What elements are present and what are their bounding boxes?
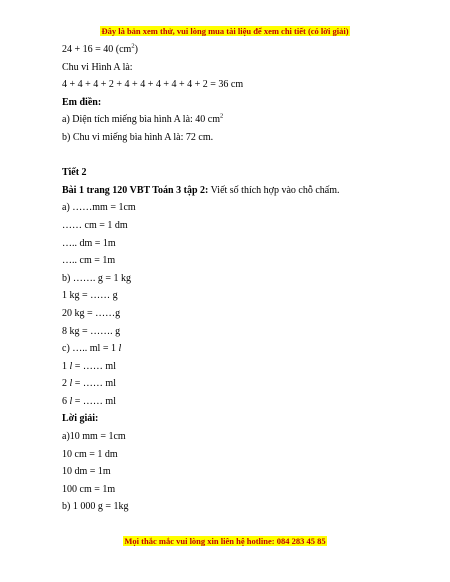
solution-line: 100 cm = 1m [62,483,116,495]
exercise-line: a) ……mm = 1cm [62,202,136,214]
exercise-line: ….. cm = 1m [62,255,116,267]
exercise-line: …… cm = 1 dm [62,219,128,231]
preview-notice-banner [0,26,450,37]
solution-line: 10 cm = 1 dm [62,448,118,460]
perimeter-calc: 4 + 4 + 4 + 2 + 4 + 4 + 4 + 4 + 4 + 2 = 36 cm [62,79,244,91]
hotline-banner [0,536,450,547]
hotline-text: Mọi thắc mắc vui lòng xin liên hệ hotline: 084 283 45 85 [124,536,326,546]
exercise-line: 2 l = …… ml [62,378,116,390]
perimeter-title: Chu vi Hình A là: [62,61,133,73]
solution-heading: Lời giải: [62,413,99,425]
exercise-line: 20 kg = ……g [62,307,121,319]
exercise-line: 8 kg = ……. g [62,325,121,337]
exercise-heading: Bài 1 trang 120 VBT Toán 3 tập 2: Viết số thích hợp vào chỗ chấm. [62,184,340,196]
area-calc-line: 24 + 16 = 40 $(cm^2)$ [62,42,138,55]
exercise-line: ….. dm = 1m [62,237,116,249]
exercise-line: 1 l = …… ml [62,360,116,372]
solution-line: a)10 mm = 1cm [62,431,126,443]
exercise-line: b) ……. g = 1 kg [62,272,131,284]
fill-heading: Em điền: [62,96,102,108]
answer-b: b) Chu vi miếng bìa hình A là: 72 cm. [62,131,214,143]
exercise-line: c) ….. ml = 1 l [62,343,122,355]
section-title: Tiết 2 [62,167,87,179]
preview-notice-text: Đây là bản xem thử, vui lòng mua tài liệu để xem chi tiết (có lời giải) [101,26,349,36]
solution-line: 10 dm = 1m [62,466,111,478]
exercise-line: 1 kg = …… g [62,290,118,302]
spacer [62,147,402,165]
document-body [62,41,402,516]
answer-a: a) Diện tích miếng bìa hình A là: 40 $cm^2$ [62,113,224,126]
solution-line: b) 1 000 g = 1kg [62,501,129,513]
exercise-line: 6 l = …… ml [62,395,116,407]
